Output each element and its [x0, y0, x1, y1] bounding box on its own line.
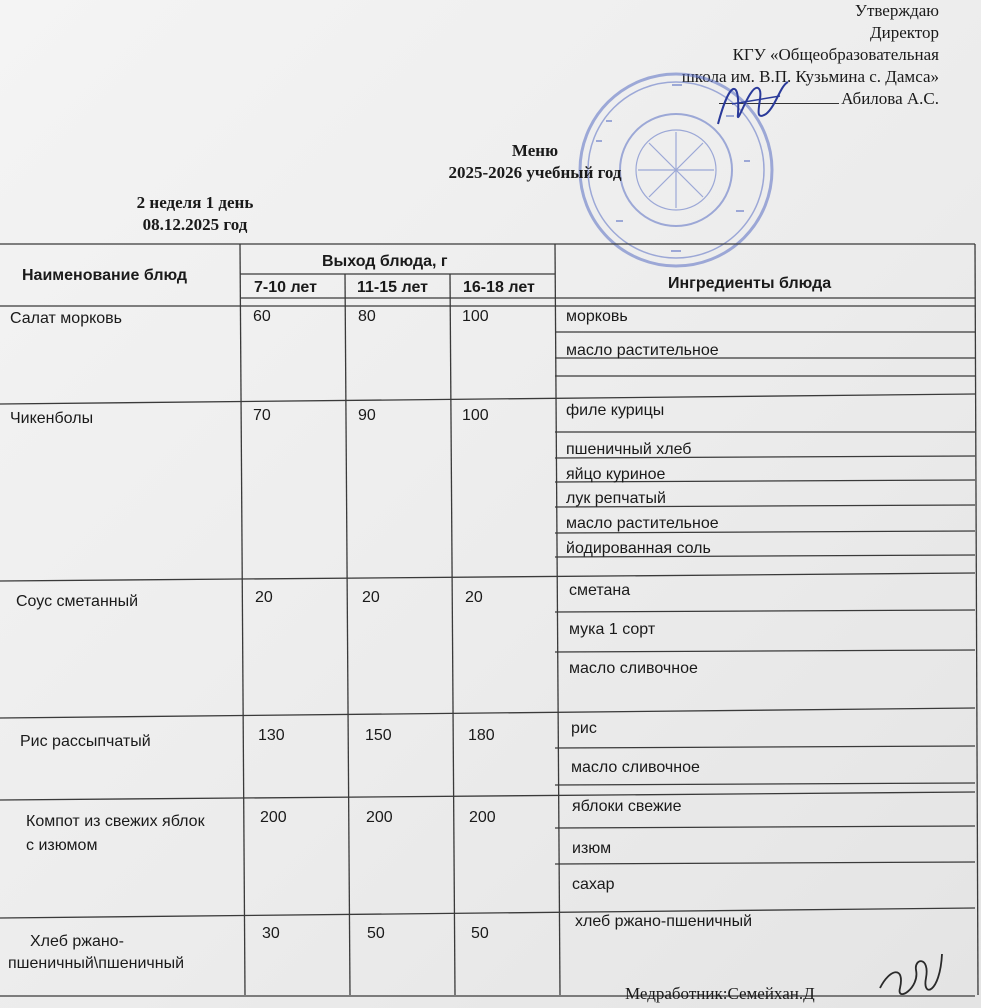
dish-name-line: пшеничный\пшеничный: [8, 955, 185, 972]
week-day: 2 неделя 1 день: [136, 193, 254, 212]
ingredient: масло сливочное: [571, 759, 700, 776]
ingredient: филе курицы: [566, 402, 665, 419]
school-year: 2025-2026 учебный год: [448, 163, 622, 182]
output-11-15: 90: [358, 407, 376, 424]
header-age-16-18: 16-18 лет: [463, 279, 535, 296]
header-ingredients: Ингредиенты блюда: [668, 275, 832, 292]
medic-signature-icon: [870, 948, 960, 1008]
output-7-10: 70: [253, 407, 271, 424]
output-16-18: 200: [469, 809, 496, 826]
output-7-10: 130: [258, 727, 285, 744]
dish-name-line: Хлеб ржано-: [30, 933, 124, 950]
dish-name: Чикенболы: [10, 410, 94, 427]
ingredient: масло сливочное: [569, 660, 698, 677]
ingredient: яблоки свежие: [572, 798, 682, 815]
ingredient: сахар: [572, 876, 615, 893]
medic-signatory: Медработник:Семейхан.Д: [625, 984, 815, 1003]
output-16-18: 20: [465, 589, 483, 606]
ingredient: рис: [571, 720, 597, 737]
header-dish-name: Наименование блюд: [22, 267, 188, 284]
output-16-18: 100: [462, 308, 489, 325]
ingredient: хлеб ржано-пшеничный: [575, 913, 753, 930]
output-16-18: 50: [471, 925, 489, 942]
ingredient: морковь: [566, 308, 628, 325]
menu-date: 08.12.2025 год: [142, 215, 248, 234]
ingredient: йодированная соль: [566, 540, 711, 557]
output-11-15: 80: [358, 308, 376, 325]
ingredient: пшеничный хлеб: [566, 441, 692, 458]
dish-name: Салат морковь: [10, 310, 122, 327]
output-7-10: 20: [255, 589, 273, 606]
output-11-15: 150: [365, 727, 392, 744]
output-11-15: 20: [362, 589, 380, 606]
menu-title: Меню: [511, 141, 559, 160]
approval-name: Абилова А.С.: [841, 89, 939, 108]
dish-name: Соус сметанный: [16, 593, 139, 610]
header-output: Выход блюда, г: [322, 253, 448, 270]
approval-line: Утверждаю: [854, 1, 939, 20]
dish-name: Рис рассыпчатый: [20, 733, 151, 750]
ingredient: масло растительное: [566, 515, 719, 532]
ingredient: мука 1 сорт: [569, 621, 656, 638]
approval-organization: КГУ «Общеобразовательная: [732, 45, 939, 64]
output-7-10: 30: [262, 925, 280, 942]
output-16-18: 180: [468, 727, 495, 744]
ingredient: лук репчатый: [566, 490, 666, 507]
ingredient: изюм: [572, 840, 612, 857]
approval-position: Директор: [870, 23, 939, 42]
output-7-10: 60: [253, 308, 271, 325]
ingredient: яйцо куриное: [566, 466, 666, 483]
output-11-15: 200: [366, 809, 393, 826]
header-age-7-10: 7-10 лет: [254, 279, 317, 296]
dish-name-line: Компот из свежих яблок: [26, 813, 205, 830]
dish-name-line: с изюмом: [26, 837, 98, 854]
approval-school: школа им. В.П. Кузьмина с. Дамса»: [681, 67, 939, 86]
ingredient: сметана: [569, 582, 631, 599]
output-16-18: 100: [462, 407, 489, 424]
output-7-10: 200: [260, 809, 287, 826]
ingredient: масло растительное: [566, 342, 719, 359]
output-11-15: 50: [367, 925, 385, 942]
header-age-11-15: 11-15 лет: [357, 279, 428, 296]
